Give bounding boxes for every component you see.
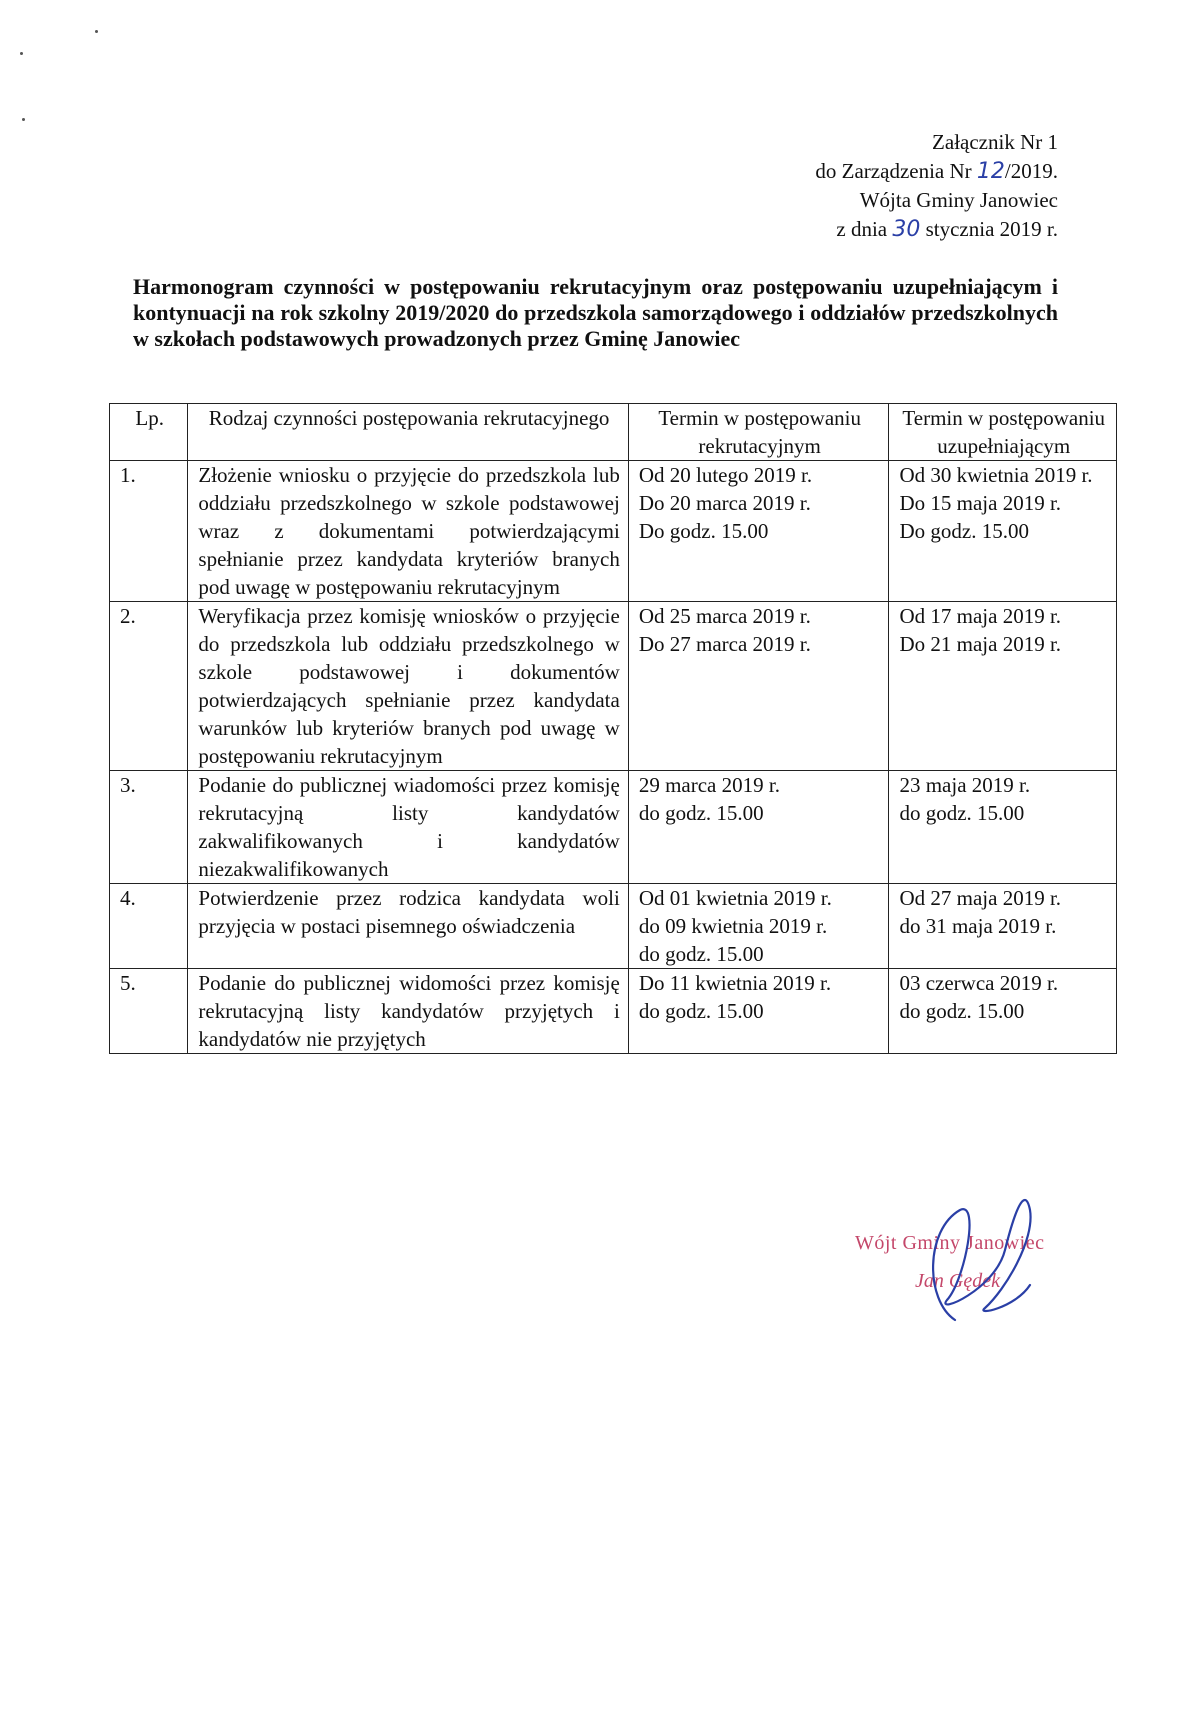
row-activity: Weryfikacja przez komisję wniosków o przyjęcie do przedszkola lub oddziału przedszkolnego w szkole podstawowej i dokumentów potwierdzających spełnianie przez kandydata warunków lub kryteriów branych pod uwagę w postępowaniu rekrutacyjnym [188,602,628,771]
scan-speck [95,30,98,33]
row-recruitment-term: Do 11 kwietnia 2019 r. do godz. 15.00 [628,969,889,1054]
stamp-name: Jan Gędek [915,1270,1000,1292]
ordinance-date: z dnia 30 stycznia 2019 r. [836,217,1058,242]
signature-stamp [855,1190,1095,1330]
table-row [110,602,1117,771]
header-supplementary: Termin w postępowaniu uzupełniającym [889,404,1117,461]
header-recruitment: Termin w postępowaniu rekrutacyjnym [628,404,889,461]
row-activity: Podanie do publicznej widomości przez komisję rekrutacyjną listy kandydatów przyjętych i kandydatów nie przyjętych [188,969,628,1054]
row-supplementary-term: 23 maja 2019 r. do godz. 15.00 [889,771,1117,884]
row-activity: Złożenie wniosku o przyjęcie do przedszkola lub oddziału przedszkolnego w szkole podstawowej wraz z dokumentami potwierdzającymi spełnianie przez kandydata kryteriów branych pod uwagę w postępowaniu rekrutacyjnym [188,461,628,602]
handwritten-ordinance-number: 12 [976,159,1005,184]
row-supplementary-term: Od 30 kwietnia 2019 r. Do 15 maja 2019 r. Do godz. 15.00 [889,461,1117,602]
table-row [110,771,1117,884]
schedule-table [109,403,1117,1054]
header-activity: Rodzaj czynności postępowania rekrutacyjnego [188,404,628,461]
handwritten-signature [855,1190,1095,1330]
scan-speck [22,118,25,121]
row-recruitment-term: Od 20 lutego 2019 r. Do 20 marca 2019 r. Do godz. 15.00 [628,461,889,602]
attachment-header [815,128,1058,244]
row-recruitment-term: Od 25 marca 2019 r. Do 27 marca 2019 r. [628,602,889,771]
table-row [110,884,1117,969]
stamp-title: Wójt Gminy Janowiec [855,1232,1045,1254]
row-supplementary-term: Od 27 maja 2019 r. do 31 maja 2019 r. [889,884,1117,969]
row-activity: Podanie do publicznej wiadomości przez komisję rekrutacyjną listy kandydatów zakwalifikowanych i kandydatów niezakwalifikowanych [188,771,628,884]
row-lp: 3. [110,771,188,884]
handwritten-day: 30 [892,217,921,242]
scan-speck [20,52,23,55]
ordinance-number: do Zarządzenia Nr 12/2019. [815,159,1058,184]
row-recruitment-term: 29 marca 2019 r. do godz. 15.00 [628,771,889,884]
issuer: Wójta Gminy Janowiec [859,188,1058,212]
table-row [110,461,1117,602]
row-recruitment-term: Od 01 kwietnia 2019 r. do 09 kwietnia 2019 r. do godz. 15.00 [628,884,889,969]
table-header-row [110,404,1117,461]
row-lp: 1. [110,461,188,602]
table-row [110,969,1117,1054]
header-lp: Lp. [110,404,188,461]
document-title: Harmonogram czynności w postępowaniu rekrutacyjnym oraz postępowaniu uzupełniającym i kontynuacji na rok szkolny 2019/2020 do przedszkola samorządowego i oddziałów przedszkolnych w szkołach podstawowych prowadzonych przez Gminę Janowiec [133,274,1058,351]
row-supplementary-term: 03 czerwca 2019 r. do godz. 15.00 [889,969,1117,1054]
signature-stroke [933,1200,1030,1320]
row-supplementary-term: Od 17 maja 2019 r. Do 21 maja 2019 r. [889,602,1117,771]
row-activity: Potwierdzenie przez rodzica kandydata woli przyjęcia w postaci pisemnego oświadczenia [188,884,628,969]
attachment-number: Załącznik Nr 1 [932,130,1058,154]
row-lp: 5. [110,969,188,1054]
row-lp: 2. [110,602,188,771]
row-lp: 4. [110,884,188,969]
